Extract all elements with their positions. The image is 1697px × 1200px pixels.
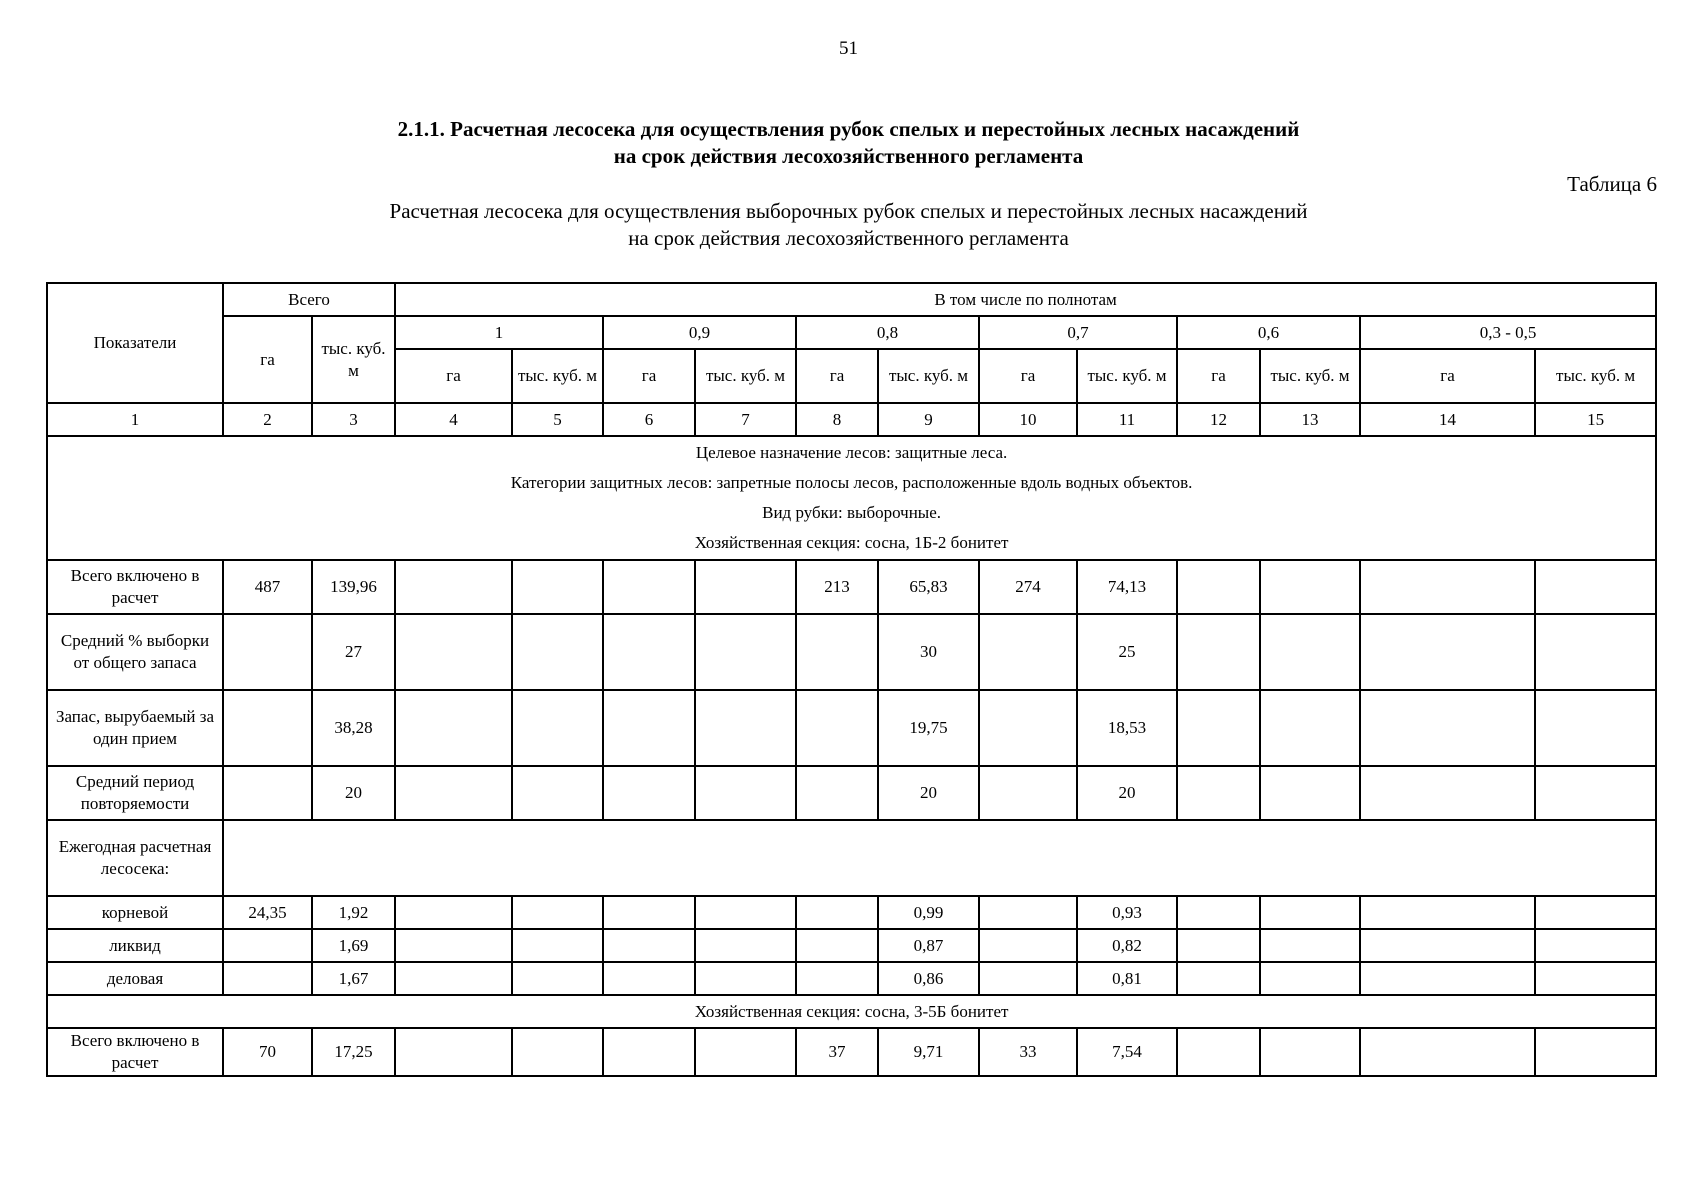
table-cell: 20	[1077, 766, 1177, 820]
table-cell	[796, 896, 878, 929]
header-unit: тыс. куб. м	[695, 349, 796, 403]
table-cell	[1360, 560, 1535, 614]
row-label: деловая	[47, 962, 223, 995]
table-cell	[979, 896, 1077, 929]
header-unit: га	[603, 349, 695, 403]
table-cell	[1535, 962, 1656, 995]
page-number: 51	[839, 38, 858, 59]
table-cell	[603, 560, 695, 614]
header-row-1	[47, 283, 1656, 316]
table-cell	[223, 766, 312, 820]
section-1-line: Целевое назначение лесов: защитные леса.	[695, 443, 1008, 462]
table-cell: 25	[1077, 614, 1177, 690]
table-cell: 70	[223, 1028, 312, 1076]
table-cell	[979, 690, 1077, 766]
table-cell: 0,86	[878, 962, 979, 995]
table-cell	[1177, 690, 1260, 766]
table-cell	[1360, 614, 1535, 690]
table-cell	[796, 690, 878, 766]
table-cell: 274	[979, 560, 1077, 614]
table-cell	[1360, 766, 1535, 820]
section-1-line: Категории защитных лесов: запретные полосы лесов, расположенные вдоль водных объектов.	[510, 473, 1193, 492]
table-cell	[796, 614, 878, 690]
row-label: Средний % выборки от общего запаса	[47, 614, 223, 690]
header-density-0-7: 0,7	[979, 316, 1177, 349]
table-row	[47, 929, 1656, 962]
header-density-1: 1	[395, 316, 603, 349]
header-density-0-6: 0,6	[1177, 316, 1360, 349]
table-cell	[603, 690, 695, 766]
table-cell	[1360, 896, 1535, 929]
table-cell	[1260, 614, 1360, 690]
table-row	[47, 766, 1656, 820]
table-cell	[1177, 962, 1260, 995]
column-number-row	[47, 403, 1656, 436]
header-density-0-8: 0,8	[796, 316, 979, 349]
table-cell	[603, 929, 695, 962]
table-cell	[1535, 690, 1656, 766]
table-cell: 0,81	[1077, 962, 1177, 995]
table-caption-line2: на срок действия лесохозяйственного регламента	[628, 226, 1069, 250]
table-cell: 27	[312, 614, 395, 690]
header-unit: га	[1177, 349, 1260, 403]
header-by-density: В том числе по полнотам	[395, 283, 1656, 316]
table-cell: 7,54	[1077, 1028, 1177, 1076]
table-cell: 33	[979, 1028, 1077, 1076]
table-cell: 0,99	[878, 896, 979, 929]
table-cell	[695, 1028, 796, 1076]
table-cell	[1260, 560, 1360, 614]
table-cell	[1177, 1028, 1260, 1076]
table-cell: 38,28	[312, 690, 395, 766]
column-number: 7	[695, 403, 796, 436]
table-cell	[603, 962, 695, 995]
table-cell	[1360, 962, 1535, 995]
table-cell	[512, 766, 603, 820]
section-heading-line2: на срок действия лесохозяйственного регламента	[613, 144, 1084, 168]
header-total: Всего	[223, 283, 395, 316]
table-cell	[1260, 766, 1360, 820]
table-cell	[512, 962, 603, 995]
table-row	[47, 560, 1656, 614]
table-row	[47, 896, 1656, 929]
table-cell	[1535, 614, 1656, 690]
header-unit: тыс. куб. м	[512, 349, 603, 403]
table-cell	[603, 896, 695, 929]
column-number: 8	[796, 403, 878, 436]
row-label: ликвид	[47, 929, 223, 962]
table-cell	[395, 896, 512, 929]
column-number: 1	[47, 403, 223, 436]
table-cell: 20	[312, 766, 395, 820]
table-cell	[395, 929, 512, 962]
header-unit: га	[395, 349, 512, 403]
table-cell	[1177, 896, 1260, 929]
table-cell	[1360, 929, 1535, 962]
row-label: Всего включено в расчет	[47, 1028, 223, 1076]
section-1-info	[47, 436, 1656, 560]
column-number: 3	[312, 403, 395, 436]
table-cell	[223, 929, 312, 962]
column-number: 2	[223, 403, 312, 436]
header-unit: га	[979, 349, 1077, 403]
table-cell	[695, 896, 796, 929]
annual-label: Ежегодная расчетная лесосека:	[47, 820, 223, 896]
section-heading	[0, 116, 1697, 170]
table-cell	[796, 962, 878, 995]
table-cell	[1360, 690, 1535, 766]
table-cell	[1260, 896, 1360, 929]
column-number: 13	[1260, 403, 1360, 436]
table-cell	[395, 1028, 512, 1076]
table-cell	[512, 896, 603, 929]
table-cell: 19,75	[878, 690, 979, 766]
table-cell	[1535, 896, 1656, 929]
column-number: 15	[1535, 403, 1656, 436]
table-cell	[695, 614, 796, 690]
header-row-2	[47, 316, 1656, 349]
table-cell	[603, 1028, 695, 1076]
table-cell	[1535, 560, 1656, 614]
table-cell: 1,67	[312, 962, 395, 995]
header-unit: га	[796, 349, 878, 403]
table-cell	[796, 766, 878, 820]
column-number: 12	[1177, 403, 1260, 436]
row-label: корневой	[47, 896, 223, 929]
table-cell	[1535, 929, 1656, 962]
table-cell	[695, 766, 796, 820]
annual-label-row	[47, 820, 1656, 896]
table-cell	[1260, 690, 1360, 766]
column-number: 10	[979, 403, 1077, 436]
section-2-info: Хозяйственная секция: сосна, 3-5Б бонитет	[47, 995, 1656, 1028]
table-caption-line1: Расчетная лесосека для осуществления выборочных рубок спелых и перестойных лесных насаждений	[389, 199, 1308, 223]
table-cell	[796, 929, 878, 962]
table-cell	[395, 962, 512, 995]
table-cell: 139,96	[312, 560, 395, 614]
table-cell: 213	[796, 560, 878, 614]
table-cell	[1535, 1028, 1656, 1076]
harvest-table	[46, 282, 1657, 1077]
table-cell: 20	[878, 766, 979, 820]
header-unit: тыс. куб. м	[1077, 349, 1177, 403]
table-cell: 37	[796, 1028, 878, 1076]
table-row	[47, 1028, 1656, 1076]
table-cell	[223, 962, 312, 995]
column-number: 11	[1077, 403, 1177, 436]
table-cell	[603, 614, 695, 690]
annual-label-blank	[223, 820, 1656, 896]
table-cell: 74,13	[1077, 560, 1177, 614]
header-unit: га	[1360, 349, 1535, 403]
row-label: Запас, вырубаемый за один прием	[47, 690, 223, 766]
table-cell: 17,25	[312, 1028, 395, 1076]
header-density-0-9: 0,9	[603, 316, 796, 349]
column-number: 6	[603, 403, 695, 436]
table-cell	[512, 1028, 603, 1076]
header-indicators: Показатели	[47, 283, 223, 403]
row-label: Средний период повторяемости	[47, 766, 223, 820]
table-cell	[695, 929, 796, 962]
table-cell	[512, 929, 603, 962]
table-cell	[979, 962, 1077, 995]
table-cell	[695, 560, 796, 614]
table-cell	[1535, 766, 1656, 820]
row-label: Всего включено в расчет	[47, 560, 223, 614]
table-cell	[1177, 614, 1260, 690]
table-cell	[395, 560, 512, 614]
table-cell	[223, 614, 312, 690]
table-cell	[1360, 1028, 1535, 1076]
table-cell	[1177, 766, 1260, 820]
table-cell	[395, 614, 512, 690]
table-cell	[1260, 1028, 1360, 1076]
table-cell	[223, 690, 312, 766]
section-heading-line1: 2.1.1. Расчетная лесосека для осуществления рубок спелых и перестойных лесных насаждений	[397, 117, 1300, 141]
section-2-header	[47, 995, 1656, 1028]
column-number: 4	[395, 403, 512, 436]
table-cell	[512, 690, 603, 766]
table-row	[47, 962, 1656, 995]
table-cell: 24,35	[223, 896, 312, 929]
header-unit: тыс. куб. м	[1535, 349, 1656, 403]
header-unit: тыс. куб. м	[878, 349, 979, 403]
table-cell	[979, 929, 1077, 962]
header-density-0-3-0-5: 0,3 - 0,5	[1360, 316, 1656, 349]
table-cell	[1260, 962, 1360, 995]
table-cell	[695, 962, 796, 995]
table-cell	[979, 766, 1077, 820]
section-1-header	[47, 436, 1656, 560]
section-1-line: Вид рубки: выборочные.	[762, 503, 942, 522]
table-cell: 30	[878, 614, 979, 690]
table-caption	[0, 198, 1697, 252]
section-1-line: Хозяйственная секция: сосна, 1Б-2 бонитет	[694, 533, 1009, 552]
table-cell	[512, 560, 603, 614]
column-number: 9	[878, 403, 979, 436]
table-cell	[603, 766, 695, 820]
header-unit: тыс. куб. м	[1260, 349, 1360, 403]
header-total-volume: тыс. куб. м	[312, 316, 395, 403]
table-cell: 65,83	[878, 560, 979, 614]
column-number: 14	[1360, 403, 1535, 436]
table-cell: 0,93	[1077, 896, 1177, 929]
table-cell	[395, 766, 512, 820]
table-cell	[1177, 929, 1260, 962]
table-label: Таблица 6	[1567, 172, 1657, 196]
table-cell: 487	[223, 560, 312, 614]
table-cell: 18,53	[1077, 690, 1177, 766]
table-row	[47, 614, 1656, 690]
table-cell	[395, 690, 512, 766]
table-cell	[1260, 929, 1360, 962]
table-cell: 1,92	[312, 896, 395, 929]
table-cell	[512, 614, 603, 690]
column-number: 5	[512, 403, 603, 436]
table-cell	[1177, 560, 1260, 614]
header-total-ha: га	[223, 316, 312, 403]
table-cell: 0,82	[1077, 929, 1177, 962]
table-cell: 0,87	[878, 929, 979, 962]
table-row	[47, 690, 1656, 766]
table-cell	[979, 614, 1077, 690]
table-cell	[695, 690, 796, 766]
table-cell: 1,69	[312, 929, 395, 962]
table-cell: 9,71	[878, 1028, 979, 1076]
